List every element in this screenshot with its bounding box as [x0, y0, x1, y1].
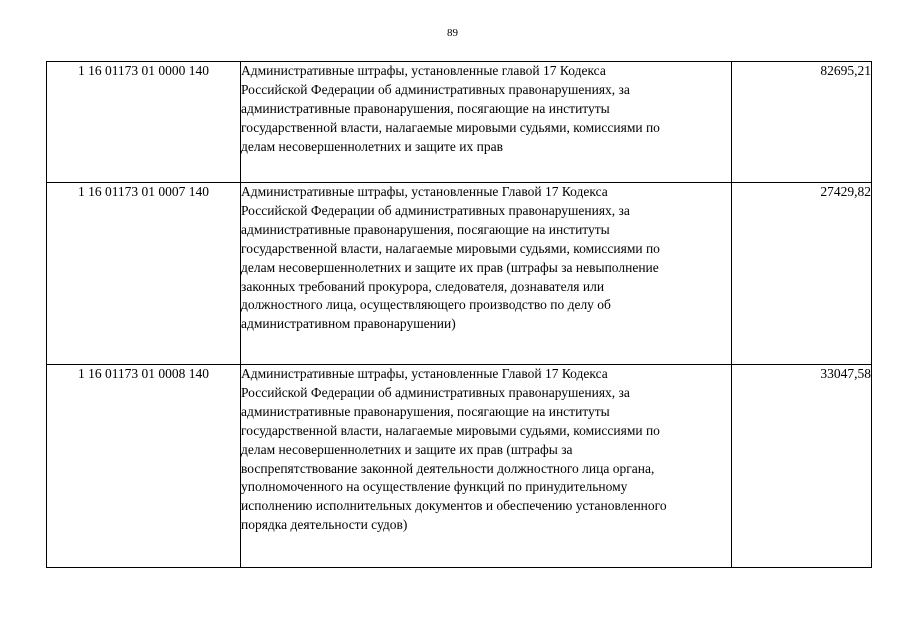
- amount-cell: 82695,21: [732, 62, 872, 183]
- description-line: делам несовершеннолетних и защите их прав: [241, 138, 503, 154]
- description-line: административные правонарушения, посягающие на институты: [241, 403, 610, 419]
- revenue-code-cell: 1 16 01173 01 0007 140: [47, 183, 241, 365]
- description-line: исполнению исполнительных документов и обеспечению установленного: [241, 498, 667, 514]
- budget-revenue-table: [46, 61, 872, 568]
- description-line: законных требований прокурора, следователя, дознавателя или: [241, 278, 605, 294]
- description-line: Административные штрафы, установленные главой 17 Кодекса: [241, 63, 606, 78]
- description-line: административные правонарушения, посягающие на институты: [241, 100, 610, 116]
- description-line: государственной власти, налагаемые мировыми судьями, комиссиями по: [241, 422, 660, 438]
- revenue-code-cell: 1 16 01173 01 0008 140: [47, 365, 241, 568]
- description-line: Российской Федерации об административных правонарушениях, за: [241, 202, 630, 218]
- description-line: государственной власти, налагаемые мировыми судьями, комиссиями по: [241, 240, 660, 256]
- description-line: государственной власти, налагаемые мировыми судьями, комиссиями по: [241, 119, 660, 135]
- table-row: [47, 62, 872, 183]
- description-line: Административные штрафы, установленные Главой 17 Кодекса: [241, 366, 608, 381]
- description-line: Российской Федерации об административных правонарушениях, за: [241, 384, 630, 400]
- revenue-description-cell: [241, 62, 732, 183]
- table-row: [47, 365, 872, 568]
- description-line: Административные штрафы, установленные Главой 17 Кодекса: [241, 184, 608, 199]
- revenue-description-cell: [241, 183, 732, 365]
- revenue-description-cell: [241, 365, 732, 568]
- description-line: Российской Федерации об административных правонарушениях, за: [241, 81, 630, 97]
- description-line: должностного лица, осуществляющего производство по делу об: [241, 297, 611, 313]
- description-line: воспрепятствование законной деятельности должностного лица органа,: [241, 460, 655, 476]
- description-line: делам несовершеннолетних и защите их прав (штрафы за невыполнение: [241, 259, 659, 275]
- page-number: 89: [447, 27, 458, 39]
- amount-cell: 27429,82: [732, 183, 872, 365]
- description-line: уполномоченного на осуществление функций по принудительному: [241, 479, 628, 495]
- table-row: [47, 183, 872, 365]
- description-line: порядка деятельности судов): [241, 517, 408, 533]
- description-line: делам несовершеннолетних и защите их прав (штрафы за: [241, 441, 573, 457]
- revenue-code-cell: 1 16 01173 01 0000 140: [47, 62, 241, 183]
- amount-cell: 33047,58: [732, 365, 872, 568]
- description-line: административные правонарушения, посягающие на институты: [241, 221, 610, 237]
- description-line: административном правонарушении): [241, 316, 456, 332]
